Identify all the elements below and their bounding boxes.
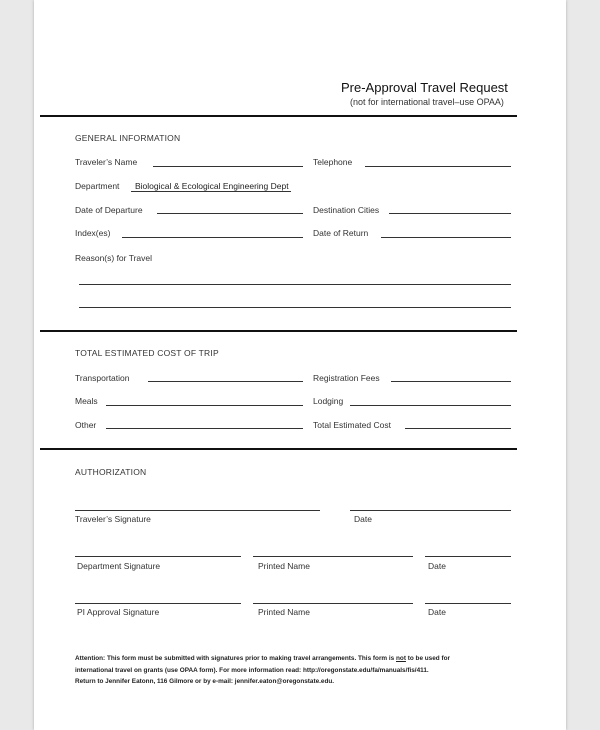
department-printed-name-label: Printed Name [258,561,310,571]
footer-line-1 [75,653,450,665]
meals-label: Meals [75,396,98,406]
travelers-name-label: Traveler’s Name [75,157,138,167]
travelers-signature-line[interactable] [75,510,320,511]
destination-cities-field[interactable] [389,213,511,214]
section-heading-general: GENERAL INFORMATION [75,133,181,143]
travelers-name-field[interactable] [153,166,303,167]
travelers-date-label: Date [354,514,372,524]
registration-fees-field[interactable] [391,381,511,382]
lodging-label: Lodging [313,396,344,406]
pi-date-label: Date [428,607,446,617]
section-heading-cost: TOTAL ESTIMATED COST OF TRIP [75,348,219,358]
transportation-field[interactable] [148,381,303,382]
form-title: Pre-Approval Travel Request [341,80,508,95]
footer-not-emphasis: not [396,655,406,662]
telephone-field[interactable] [365,166,511,167]
reasons-label: Reason(s) for Travel [75,253,152,263]
divider [40,115,517,117]
total-estimated-cost-field[interactable] [405,428,511,429]
department-label: Department [75,181,120,191]
footer-line-1-end: to be used for [407,655,450,662]
divider [40,448,517,450]
form-page [34,0,566,730]
date-of-return-label: Date of Return [313,228,369,238]
department-date-line[interactable] [425,556,511,557]
department-date-label: Date [428,561,446,571]
department-printed-name-line[interactable] [253,556,413,557]
section-heading-authorization: AUTHORIZATION [75,467,147,477]
footer-line-2: international travel on grants (use OPAA form). For more information read: http://oregonstate.edu/fa/manuals/fis/411. [75,666,429,674]
pi-date-line[interactable] [425,603,511,604]
footer-line-3: Return to Jennifer Eatonn, 116 Gilmore or by e-mail: jennifer.eaton@oregonstate.edu. [75,678,335,685]
pi-approval-signature-line[interactable] [75,603,241,604]
indexes-field[interactable] [122,237,303,238]
footer-note [75,653,450,688]
department-field[interactable]: Biological & Ecological Engineering Dept [131,181,291,192]
reasons-line-1[interactable] [79,284,511,285]
pi-approval-signature-label: PI Approval Signature [77,607,160,617]
travelers-signature-label: Traveler’s Signature [75,514,151,524]
meals-field[interactable] [106,405,303,406]
lodging-field[interactable] [350,405,511,406]
registration-fees-label: Registration Fees [313,373,380,383]
travelers-date-line[interactable] [350,510,511,511]
other-field[interactable] [106,428,303,429]
date-of-departure-label: Date of Departure [75,205,143,215]
date-of-departure-field[interactable] [157,213,303,214]
form-subtitle: (not for international travel–use OPAA) [350,97,504,107]
footer-line-1-start: Attention: This form must be submitted with signatures prior to making travel arrangements. This form is [75,655,395,662]
total-estimated-cost-label: Total Estimated Cost [313,420,391,430]
destination-cities-label: Destination Cities [313,205,380,215]
department-signature-line[interactable] [75,556,241,557]
other-label: Other [75,420,97,430]
date-of-return-field[interactable] [381,237,511,238]
indexes-label: Index(es) [75,228,111,238]
pi-printed-name-line[interactable] [253,603,413,604]
divider [40,330,517,332]
pi-printed-name-label: Printed Name [258,607,310,617]
reasons-line-2[interactable] [79,307,511,308]
transportation-label: Transportation [75,373,130,383]
department-signature-label: Department Signature [77,561,161,571]
telephone-label: Telephone [313,157,353,167]
